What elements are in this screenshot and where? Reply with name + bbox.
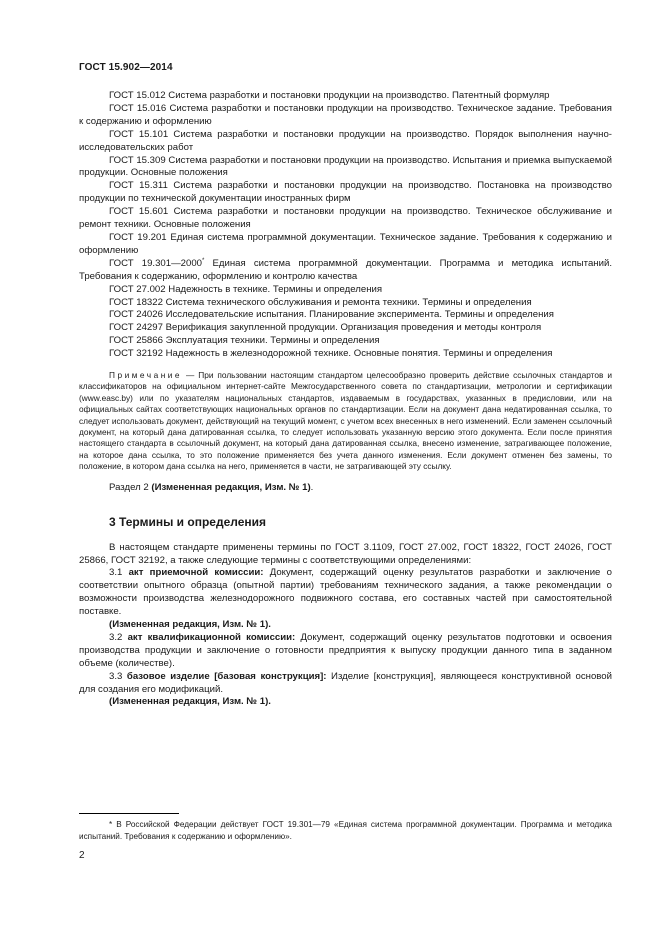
section2-amendment xyxy=(79,482,612,495)
amendment-note xyxy=(79,619,612,632)
footnote: * В Российской Федерации действует ГОСТ 19.301—79 «Единая система программной документации. Программа и методика испытаний. Требования к содержанию и оформлению». xyxy=(79,820,612,841)
term-name: базовое изделие [базовая конструкция]: xyxy=(126,670,327,682)
term-3-3 xyxy=(79,671,612,697)
term-definition: Документ, содержащий оценку результатов подготовки и освоения производства продукции и заключение о готовности предприятия к выпуску продукции данного типа в заданном объеме (количестве). xyxy=(79,631,612,669)
term-definition: Изделие [конструкция], являющееся конструктивной основой для создания его модификаций. xyxy=(79,670,612,695)
reference-item: ГОСТ 32192 Надежность в железнодорожной технике. Основные понятия. Термины и определения xyxy=(109,348,553,360)
reference-item: ГОСТ 15.309 Система разработки и постановки продукции на производство. Испытания и приемка выпускаемой продукции. Основные положения xyxy=(79,154,612,179)
reference-title: Единая система программной документации. Программа и методика испытаний. Требования к содержанию, оформлению и контролю качества xyxy=(79,257,612,282)
reference-item: ГОСТ 24026 Исследовательские испытания. Планирование эксперимента. Термины и определения xyxy=(109,309,554,321)
section-intro: В настоящем стандарте применены термины по ГОСТ 3.1109, ГОСТ 27.002, ГОСТ 18322, ГОСТ 24026, ГОСТ 25866, ГОСТ 32192, а также следующие термины с соответствующими определениями: xyxy=(79,541,612,566)
reference-code: ГОСТ 19.301—2000 xyxy=(109,257,203,269)
term-name: акт квалификационной комиссии: xyxy=(127,631,296,643)
reference-item-19301 xyxy=(79,258,612,284)
term-3-2 xyxy=(79,632,612,671)
term-name: акт приемочной комиссии: xyxy=(128,567,264,579)
term-number: 3.1 xyxy=(109,567,129,579)
footnote-divider xyxy=(79,813,179,814)
note-paragraph xyxy=(79,370,612,473)
term-definition: Документ, содержащий оценку результатов разработки и заключение о соответствии опытного образца (опытной партии) требованиям технического задания, а также рекомендации о возможности производства железнодорожного подвижного состава, его составных частей при самостоятельной поставке. xyxy=(79,567,612,618)
term-3-1 xyxy=(79,567,612,619)
page-content xyxy=(79,90,612,709)
amendment-prefix: Раздел 2 xyxy=(109,481,152,493)
reference-item: ГОСТ 19.201 Единая система программной документации. Техническое задание. Требования к содержанию и оформлению xyxy=(79,231,612,256)
amendment-bold: (Измененная редакция, Изм. № 1). xyxy=(109,696,271,708)
reference-item: ГОСТ 24297 Верификация закупленной продукции. Организация проведения и методы контроля xyxy=(109,322,542,334)
section-heading: 3 Термины и определения xyxy=(109,514,267,529)
reference-item: ГОСТ 15.601 Система разработки и постановки продукции на производство. Техническое обслуживание и ремонт техники. Основные положения xyxy=(79,206,612,231)
reference-item: ГОСТ 25866 Эксплуатация техники. Термины и определения xyxy=(109,335,380,347)
note-text: — При пользовании настоящим стандартом целесообразно проверить действие ссылочных стандартов и классификаторов на официальном интернет-сайте Межгосударственного совета по стандартизации, метрологии и сертификации (www.easc.by) или по указателям национальных стандартов, издаваемым в государствах, указанных в предисловии, или на официальных сайтах соответствующих национальных органов по стандартизации. Если на документ дана недатированная ссылка, то следует использовать документ, действующий на текущий момент, с учетом всех внесенных в него изменений. Если заменен ссылочный документ, на который дана датированная ссылка, то следует использовать указанную версию этого документа. Если после принятия настоящего стандарта в ссылочный документ, на который дана датированная ссылка, внесено изменение, затрагивающее положение, на которое дана ссылка, то это положение применяется без учета данного изменения. Если документ отменен без замены, то положение, в котором дана ссылка на него, применяется в части, не затрагивающей эту ссылку. xyxy=(79,370,612,472)
page-number: 2 xyxy=(79,850,85,861)
term-number: 3.3 xyxy=(109,670,127,682)
reference-item: ГОСТ 15.101 Система разработки и постановки продукции на производство. Порядок выполнения научно-исследовательских работ xyxy=(79,128,612,153)
reference-item: ГОСТ 15.311 Система разработки и постановки продукции на производство. Постановка на производство продукции по технической документации иностранных фирм xyxy=(79,180,612,205)
amendment-bold: (Измененная редакция, Изм. № 1) xyxy=(151,481,311,493)
document-header: ГОСТ 15.902—2014 xyxy=(79,62,173,73)
footnote-mark: * xyxy=(202,257,205,264)
amendment-bold: (Измененная редакция, Изм. № 1). xyxy=(109,619,271,631)
reference-item: ГОСТ 27.002 Надежность в технике. Термины и определения xyxy=(109,283,383,295)
reference-item: ГОСТ 18322 Система технического обслуживания и ремонта техники. Термины и определения xyxy=(109,296,532,308)
reference-item: ГОСТ 15.012 Система разработки и постановки продукции на производство. Патентный формуляр xyxy=(109,90,550,101)
amendment-note xyxy=(79,696,612,709)
term-number: 3.2 xyxy=(109,631,128,643)
reference-item: ГОСТ 15.016 Система разработки и постановки продукции на производство. Техническое задание. Требования к содержанию и оформлению xyxy=(79,102,612,127)
amendment-suffix: . xyxy=(310,481,314,493)
note-label: Примечание xyxy=(109,370,183,381)
